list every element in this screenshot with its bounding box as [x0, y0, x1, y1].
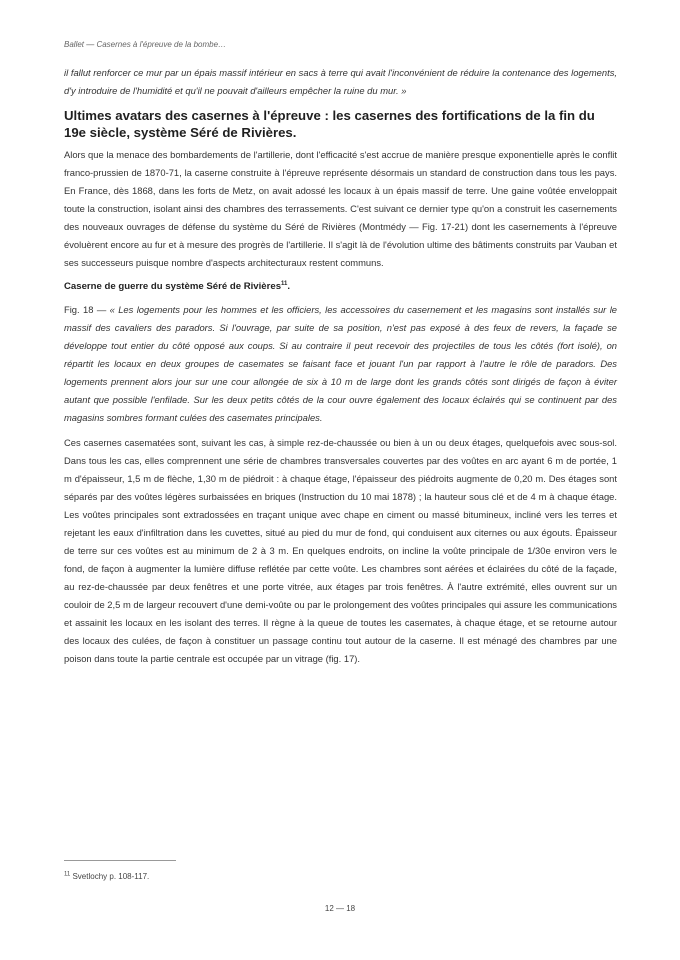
running-head: Ballet — Casernes à l'épreuve de la bombe… [64, 40, 227, 49]
paragraph-3: Ces casernes casematées sont, suivant les cas, à simple rez-de-chaussée ou bien à un ou deux étages, quelquefois avec sous-sol. Dans tous les cas, elles comprennent une série de chambres transversales couvertes par des voûtes en arc ayant 6 m de portée, 1 m d'épaisseur, 1,5 m de flèche, 1,30 m de piédroit : à chaque étage, l'épaisseur des piédroits augmente de 0,20 m. Des étages sont séparés par des voûtes légères surbaissées en briques (Instruction du 10 mai 1878) ; la hauteur sous clé et de 4 m à chaque étage. Les voûtes principales sont extradossées en traçant unique avec chape en ciment ou massé bitumineux, incliné vers les terres et rejetant les eaux d'infiltration dans les cuvettes, situé au pied du mur de fond, qui conduisent aux citernes ou aux égouts. Épaisseur de terre sur ces voûtes est au minimum de 2 à 3 m. En quelques endroits, on incline la voûte principale de 1/30e environ vers le fond, de façon à augmenter la lumière diffuse reflétée par cette voûte. Les chambres sont aérées et éclairées du côté de la façade, au rez-de-chaussée par deux fenêtres et une porte vitrée, aux étages par trois fenêtres. À l'autre extrémité, elles ouvrent sur un couloir de 2,5 m de largeur recouvert d'une demi-voûte ou par le prolongement des voûtes principales qui assure les communications et assainit les locaux en les isolant des terres. Il règne à la queue de toutes les casemates, à chaque étage, et se retourne autour des locaux des culées, de façon à constituer un passage continu tout autour de la caserne. Il est ménagé des chambres par une poison dans toute la partie centrale est occupée par un vitrage (fig. 17). [64, 437, 617, 664]
footnote-text: Svetlochy p. 108-117. [72, 872, 150, 881]
paragraph-1: Alors que la menace des bombardements de l'artillerie, dont l'efficacité s'est accrue de manière presque exponentielle après le conflit franco-prussien de 1870-71, la caserne construite à l'épreuve représente désormais un standard de construction dans tous les pays. En France, dès 1868, dans les forts de Metz, on avait adossé les locaux à un épais massif de terre. Une gaine voûtée enveloppait toute la construction, isolant ainsi des chambres des terrassements. C'est suivant ce dernier type qu'on a construit les casernements des nouveaux ouvrages de défense du système du Séré de Rivières (Montmédy — Fig. 17-21) dont les casernements à l'épreuve évoluèrent encore au fur et à mesure des progrès de l'artillerie. Il s'agit là de l'évolution ultime des bâtiments construits par Vauban et ses successeurs puisque nombre d'aspects architecturaux restent communs. [64, 149, 617, 268]
subhead: Caserne de guerre du système Séré de Rivières$^{11}$. [64, 280, 291, 292]
paragraph-2 [64, 301, 617, 427]
main-content [64, 64, 617, 675]
figure-reference[interactable]: Fig. 18 — [64, 304, 110, 315]
section-title: Ultimes avatars des casernes à l'épreuve : les casernes des fortifications de la fin du 19e siècle, système Séré de Rivières. [64, 108, 595, 140]
footnote-divider [64, 860, 176, 861]
subhead-text: Caserne de guerre du système Séré de Rivières [64, 281, 282, 292]
paragraph-2-text: « Les logements pour les hommes et les officiers, les accessoires du casernement et les magasins sont installés sur le massif des cavaliers des paradors. Si l'ouvrage, par suite de sa position, n'est pas exposé à des feux de revers, la façade se développe tout entier du côté opposé aux coups. Si au contraire il peut recevoir des projectiles de tous les côtés (fort isolé), on répartit les locaux en deux groupes de casemates se faisant face et jouant l'un par rapport à l'autre le rôle de paradors. Des logements prennent alors jour sur une cour allongée de six à 10 m de large dont les grands côtés sont dirigés de façon à éviter autant que possible l'enfilade. Sur les deux petits côtés de la cour ouvre également des locaux éclairés qui se continuent par des magasins sombres formant culées des casemates principales. [64, 304, 617, 423]
footnote [64, 872, 149, 881]
page-number: 12 — 18 [324, 904, 356, 913]
subhead-footnote-ref[interactable]: 11 [281, 280, 288, 287]
intro-quote: il fallut renforcer ce mur par un épais massif intérieur en sacs à terre qui avait l'inconvénient de réduire la contenance des logements, d'y introduire de l'humidité et qu'il ne pouvait d'ailleurs empêcher la ruine du mur. » [64, 67, 617, 96]
footnote-marker: 11 [64, 871, 71, 878]
